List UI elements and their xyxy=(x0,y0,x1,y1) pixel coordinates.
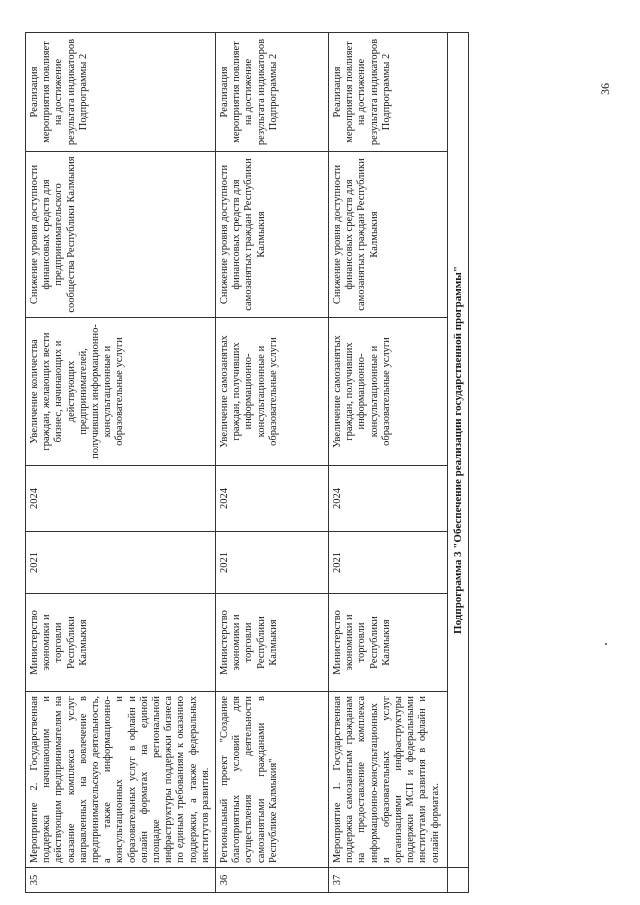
row-number: 37 xyxy=(329,868,448,893)
subprogram-num-cell xyxy=(448,868,469,893)
row-number: 36 xyxy=(216,868,329,893)
indicator-link: Реализация мероприятия повлияет на достижение результата индикаторов Подпрограммы 2 xyxy=(329,33,448,152)
executor: Министерство экономики и торговли Республики Калмыкия xyxy=(216,594,329,692)
non-implementation-consequence: Снижение уровня доступности финансовых средств для самозанятых граждан Республики Калмыкия xyxy=(329,152,448,318)
executor: Министерство экономики и торговли Республики Калмыкия xyxy=(329,594,448,692)
table-row xyxy=(329,33,448,893)
indicator-link: Реализация мероприятия повлияет на достижение результата индикаторов Подпрограммы 2 xyxy=(216,33,329,152)
scan-speck xyxy=(605,643,607,645)
row-number: 35 xyxy=(26,868,216,893)
measures-table xyxy=(25,32,469,893)
end-year: 2024 xyxy=(216,466,329,532)
measure-name: Мероприятие 2. Государственная поддержка начинающим и действующим предпринимателям на оказание комплекса услуг направленных на вовлечение в предпринимательскую деятельность, а также информационно-консультационных и образовательных услуг в офлайн и онлайн форматах на единой площадке региональной инфраструктуры поддержки бизнеса по единым требованиям к оказанию поддержки, а также федеральных институтов развития. xyxy=(26,692,216,868)
start-year: 2021 xyxy=(26,532,216,594)
end-year: 2024 xyxy=(329,466,448,532)
end-year: 2024 xyxy=(26,466,216,532)
measure-name: Мероприятие 1. Государственная поддержка самозанятым гражданам на предоставление комплекса информационно-консультационных и образовательных услуг организациями инфраструктуры поддержки МСП и федеральными институтами развития в офлайн и онлайн форматах. xyxy=(329,692,448,868)
subprogram-row xyxy=(448,33,469,893)
measure-name: Региональный проект "Создание благоприятных условий для осуществления деятельности самозанятыми гражданами в Республике Калмыкия" xyxy=(216,692,329,868)
subprogram-heading: Подпрограмма 3 "Обеспечение реализации государственной программы" xyxy=(448,33,469,868)
non-implementation-consequence: Снижение уровня доступности финансовых средств для самозанятых граждан Республики Калмыкия xyxy=(216,152,329,318)
expected-result: Увеличение самозанятых граждан, получивших информационно-консультационные и образовательные услуги xyxy=(329,318,448,466)
start-year: 2021 xyxy=(216,532,329,594)
start-year: 2021 xyxy=(329,532,448,594)
non-implementation-consequence: Снижение уровня доступности финансовых средств для предпринимательского сообщества Республики Калмыкия xyxy=(26,152,216,318)
executor: Министерство экономики и торговли Республики Калмыкия xyxy=(26,594,216,692)
page-number: 36 xyxy=(598,83,612,95)
expected-result: Увеличение самозанятых граждан, получивших информационно-консультационные и образовательные услуги xyxy=(216,318,329,466)
expected-result: Увеличение количества граждан, желающих вести бизнес, начинающих и действующих предпринимателей, получивших информационно-консультационные и образовательные услуги xyxy=(26,318,216,466)
table-row xyxy=(26,33,216,893)
table-row xyxy=(216,33,329,893)
indicator-link: Реализация мероприятия повлияет на достижение результата индикаторов Подпрограммы 2 xyxy=(26,33,216,152)
